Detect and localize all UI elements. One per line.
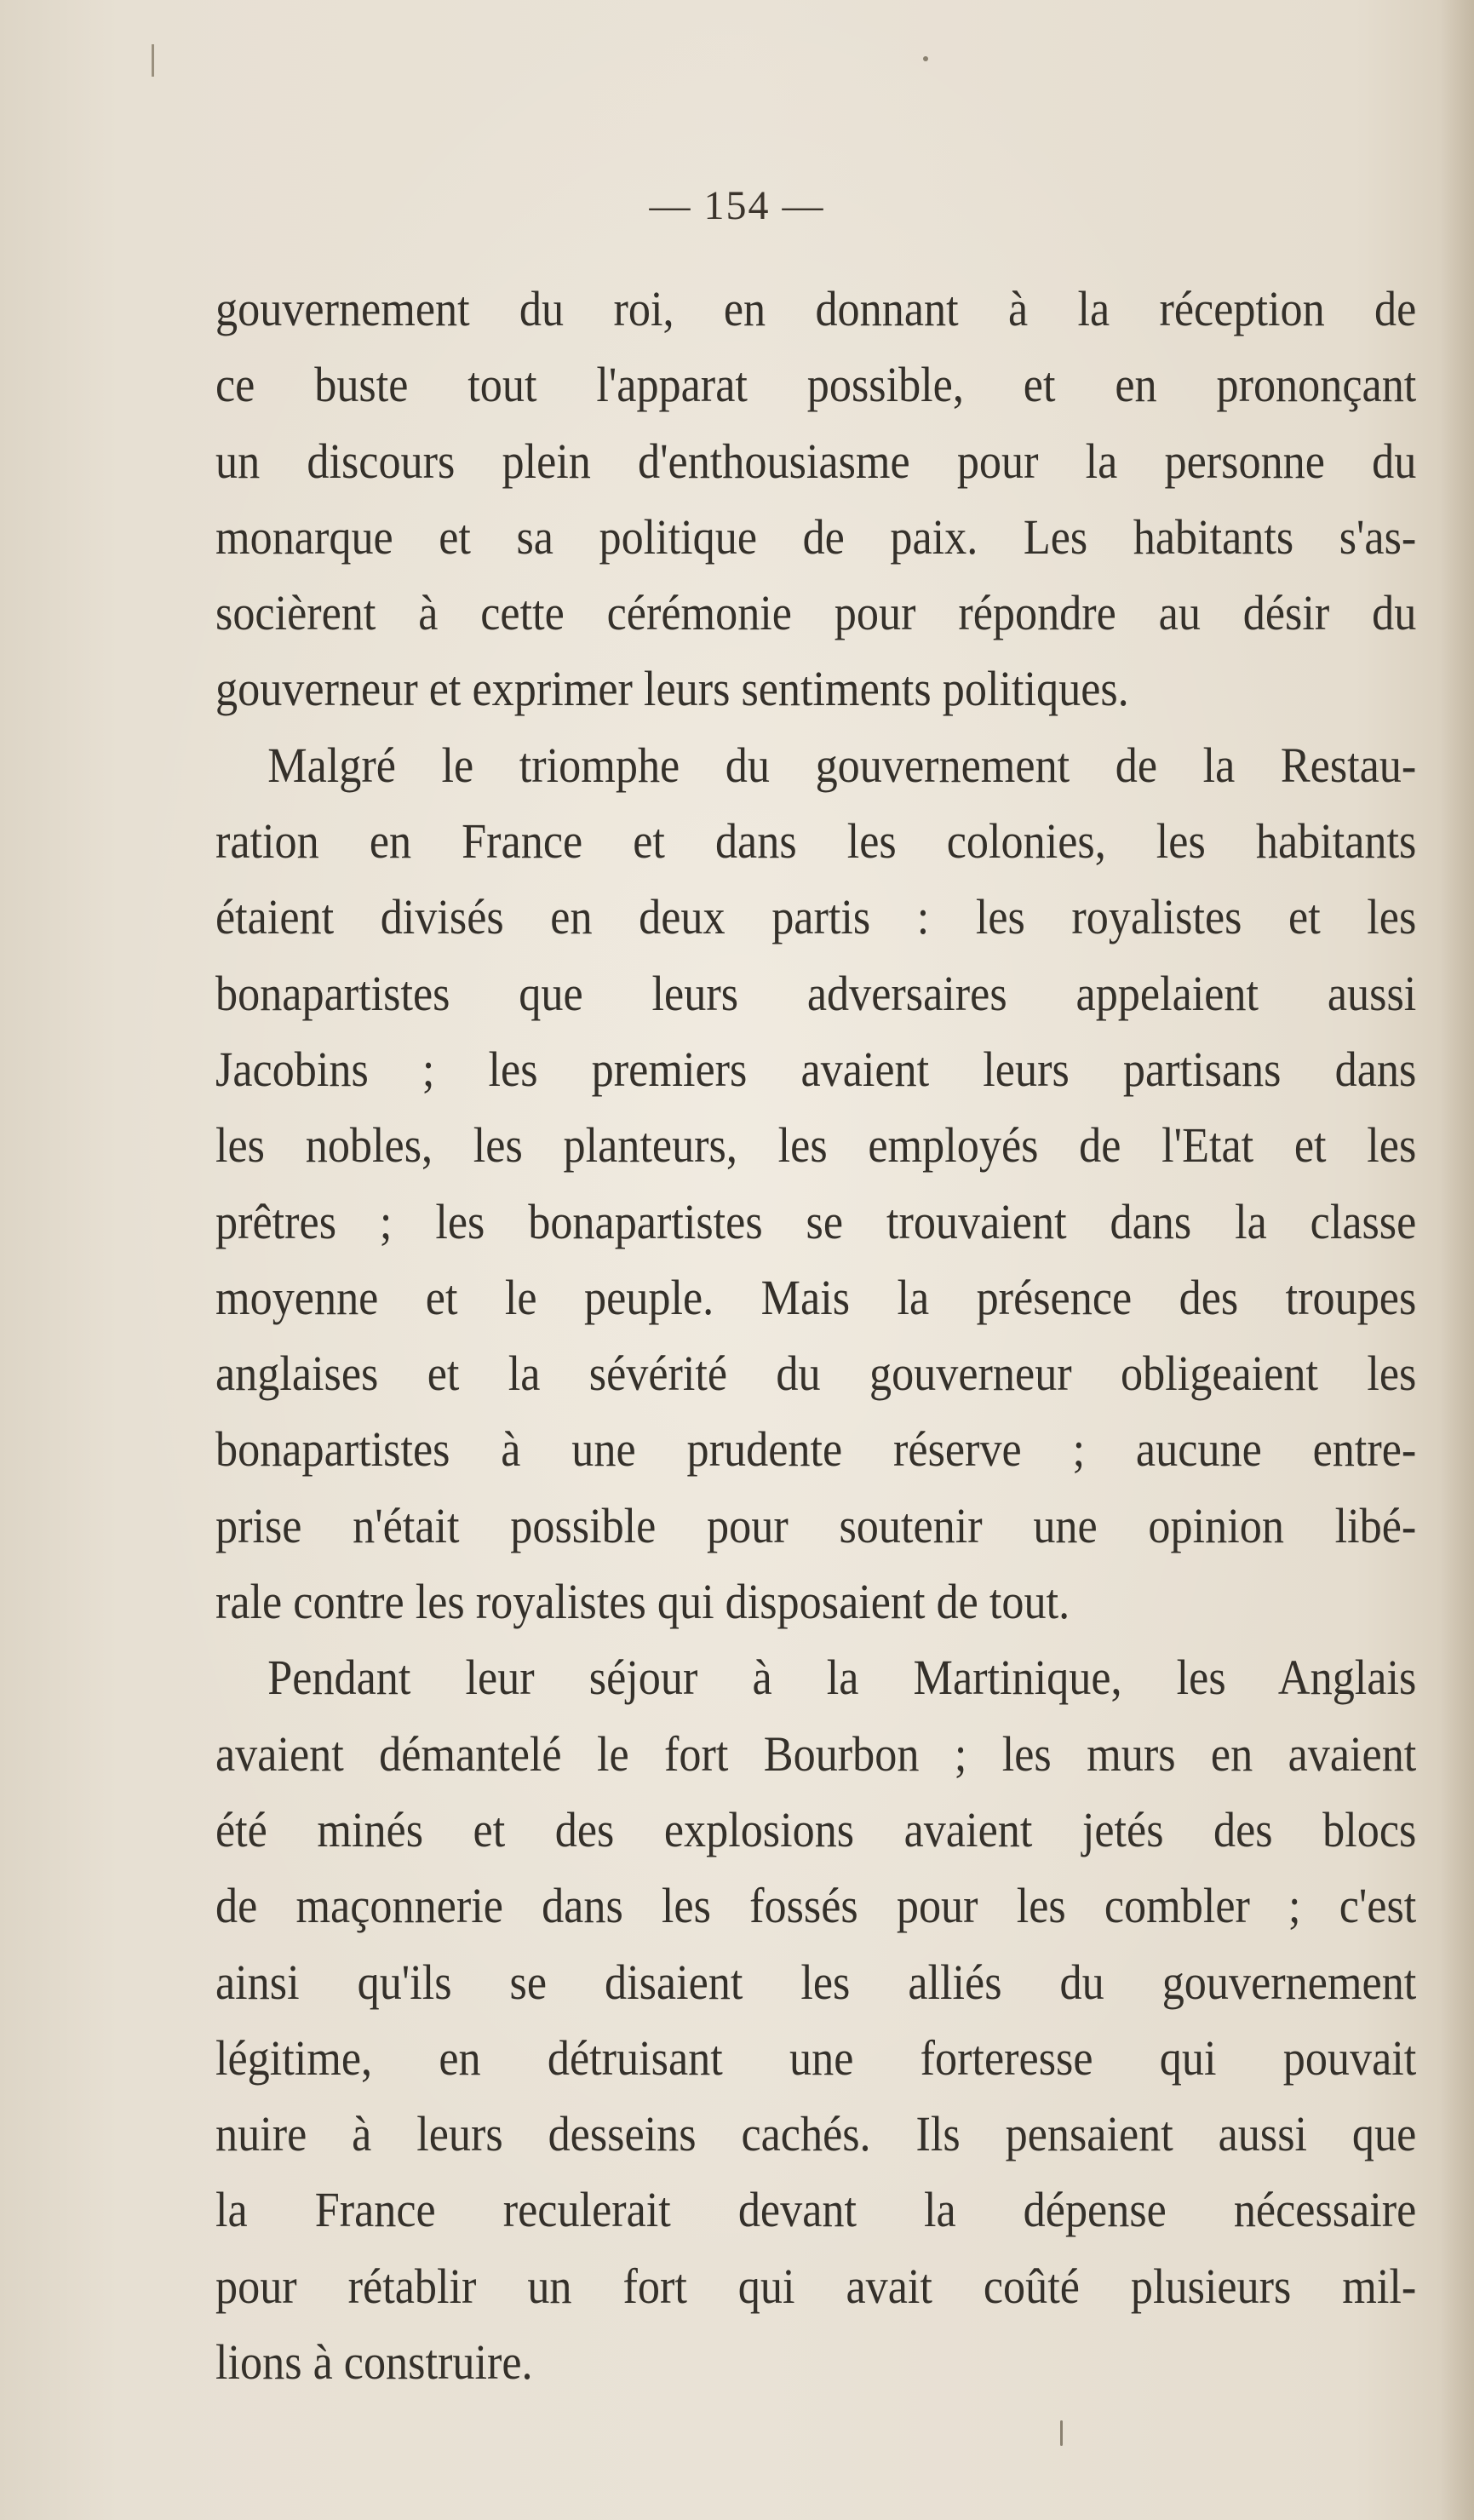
text-line: un discours plein d'enthousiasme pour la personne du (215, 433, 1417, 489)
text-line: étaient divisés en deux partis : les royalistes et les (215, 889, 1417, 945)
text-line: légitime, en détruisant une forteresse qui pouvait (215, 2029, 1417, 2086)
text-line: Jacobins ; les premiers avaient leurs partisans dans (215, 1041, 1417, 1097)
text-line: gouvernement du roi, en donnant à la réception de (215, 281, 1417, 336)
text-line: socièrent à cette cérémonie pour répondre au désir du (215, 585, 1417, 641)
text-line: les nobles, les planteurs, les employés de l'Etat et les (215, 1117, 1417, 1174)
text-line: ration en France et dans les colonies, les habitants (215, 813, 1417, 870)
body-text (215, 271, 1417, 2400)
text-line: ainsi qu'ils se disaient les alliés du gouvernement (215, 1954, 1417, 2010)
text-line: Pendant leur séjour à la Martinique, les Anglais (267, 1650, 1417, 1706)
text-line: lions à construire. (215, 2334, 533, 2391)
page-number: — 154 — (649, 183, 825, 228)
text-line: de maçonnerie dans les fossés pour les combler ; c'est (215, 1878, 1417, 1934)
text-line: été minés et des explosions avaient jetés des blocs (215, 1801, 1417, 1857)
text-line: la France reculerait devant la dépense nécessaire (215, 2182, 1417, 2238)
text-line: gouverneur et exprimer leurs sentiments politiques. (215, 661, 1129, 717)
text-line: anglaises et la sévérité du gouverneur obligeaient les (215, 1346, 1417, 1402)
text-line: monarque et sa politique de paix. Les habitants s'as- (215, 508, 1417, 565)
text-line: moyenne et le peuple. Mais la présence des troupes (215, 1269, 1417, 1325)
paper-mark (152, 44, 154, 77)
text-line: ce buste tout l'apparat possible, et en prononçant (215, 357, 1417, 413)
text-line: nuire à leurs desseins cachés. Ils pensaient aussi que (215, 2106, 1417, 2162)
text-line: prêtres ; les bonapartistes se trouvaient dans la classe (215, 1193, 1417, 1249)
paper-speck (923, 56, 928, 61)
paper-speck (1060, 2420, 1063, 2446)
text-line: Malgré le triomphe du gouvernement de la Restau- (267, 737, 1417, 793)
text-line: pour rétablir un fort qui avait coûté plusieurs mil- (215, 2258, 1417, 2314)
text-line: rale contre les royalistes qui disposaient de tout. (215, 1574, 1070, 1630)
page-edge-shadow (1440, 0, 1474, 2520)
text-line: bonapartistes à une prudente réserve ; aucune entre- (215, 1421, 1417, 1478)
text-line: avaient démantelé le fort Bourbon ; les murs en avaient (215, 1725, 1417, 1782)
text-line: bonapartistes que leurs adversaires appelaient aussi (215, 965, 1417, 1021)
text-line: prise n'était possible pour soutenir une opinion libé- (215, 1497, 1417, 1553)
